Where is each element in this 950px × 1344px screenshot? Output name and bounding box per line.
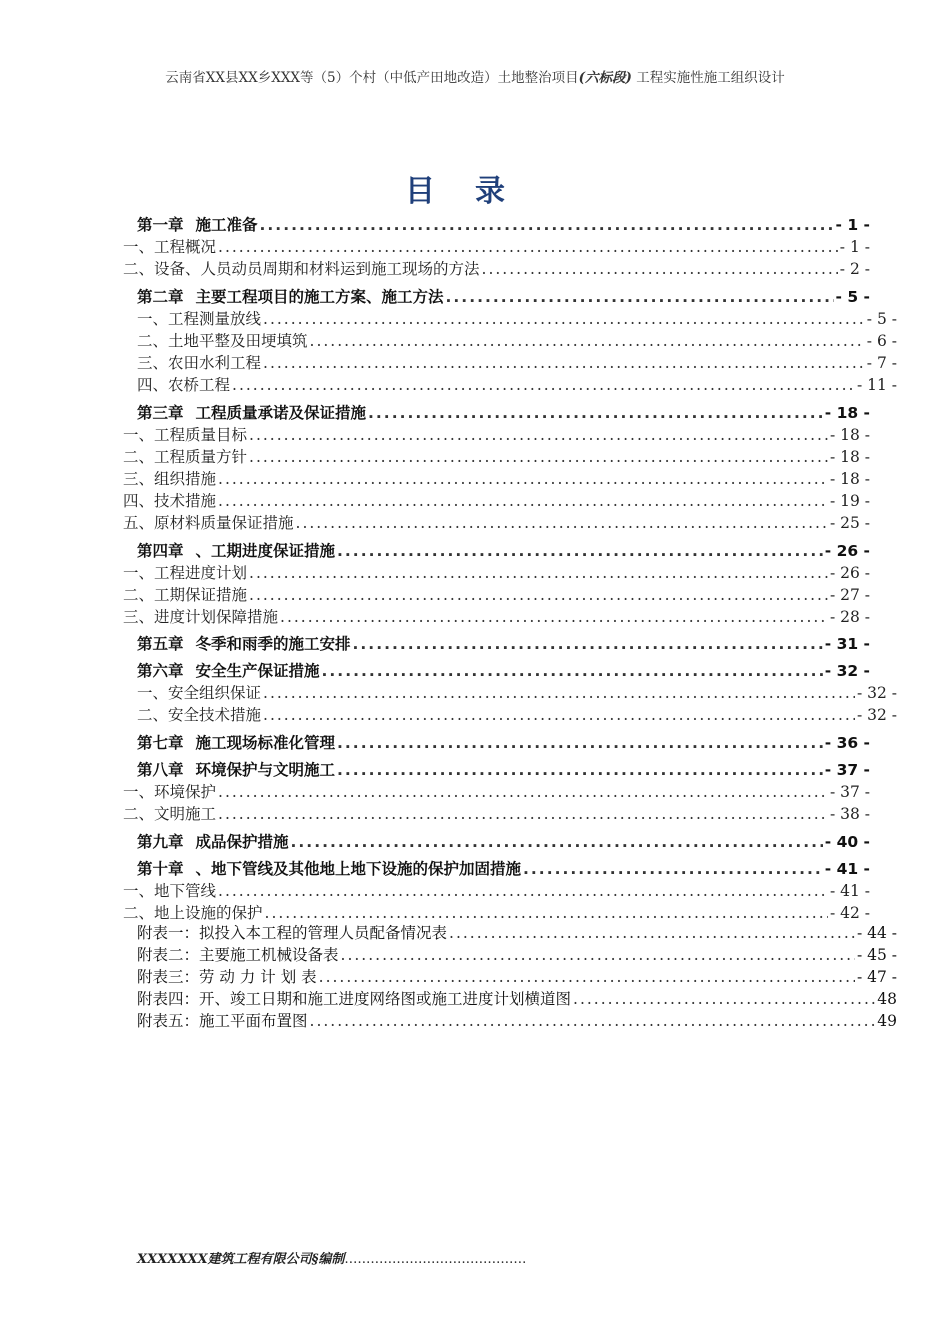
toc-section-entry[interactable]: [137, 352, 897, 374]
toc-leader-dots: [218, 781, 828, 803]
toc-chapter-entry[interactable]: [137, 660, 870, 682]
toc-page-number: - 1 -: [839, 238, 870, 256]
toc-leader-dots: [573, 988, 875, 1010]
toc-entry-title: 农田水利工程: [168, 354, 262, 372]
toc-entry-number: 一、: [123, 564, 155, 582]
toc-leader-dots: [232, 374, 855, 396]
toc-leader-dots: [280, 606, 828, 628]
toc-leader-dots: [368, 402, 823, 424]
toc-entry-number: 第一章: [137, 216, 184, 234]
header-text-suffix: 工程实施性施工组织设计: [631, 70, 785, 86]
page-footer: [137, 1248, 526, 1267]
toc-leader-dots: [353, 633, 823, 655]
toc-entry-title: 文明施工: [154, 805, 217, 823]
toc-leader-dots: [523, 858, 823, 880]
toc-entry-number: 第七章: [137, 734, 184, 752]
toc-entry-number: 三、: [137, 354, 169, 372]
toc-entry-number: 第二章: [137, 288, 184, 306]
toc-entry-number: 二、: [123, 448, 155, 466]
toc-leader-dots: [263, 352, 865, 374]
toc-entry-title: 技术措施: [154, 492, 217, 510]
toc-entry-number: 三、: [123, 470, 155, 488]
toc-page-number: - 45 -: [856, 946, 897, 964]
toc-entry-title: 农桥工程: [168, 376, 231, 394]
toc-section-entry[interactable]: [137, 330, 897, 352]
toc-section-entry[interactable]: [123, 446, 870, 468]
toc-entry-number: 一、: [137, 684, 169, 702]
toc-section-entry[interactable]: [123, 424, 870, 446]
toc-page-number: - 7 -: [866, 354, 897, 372]
toc-entry-title: 地下管线: [154, 882, 217, 900]
toc-leader-dots: [265, 902, 828, 924]
toc-leader-dots: [310, 330, 865, 352]
toc-page-number: - 2 -: [839, 260, 870, 278]
toc-leader-dots: [218, 468, 828, 490]
toc-leader-dots: [249, 424, 828, 446]
toc-section-entry[interactable]: [123, 880, 870, 902]
toc-chapter-entry[interactable]: [137, 286, 870, 308]
toc-page-number: - 18 -: [824, 404, 870, 422]
toc-entry-number: 第五章: [137, 635, 184, 653]
header-text: 云南省XX县XX乡XXX等（5）个村（中低产田地改造）土地整治项目: [165, 70, 579, 86]
toc-page-number: - 42 -: [829, 904, 870, 922]
toc-page-number: 48: [877, 990, 897, 1008]
toc-appendix-entry[interactable]: [137, 988, 897, 1010]
toc-page-number: - 41 -: [829, 882, 870, 900]
toc-entry-title: 附表一：拟投入本工程的管理人员配备情况表: [137, 924, 448, 942]
toc-section-entry[interactable]: [137, 682, 897, 704]
toc-entry-number: 四、: [137, 376, 169, 394]
toc-page-number: - 32 -: [824, 662, 870, 680]
toc-entry-title: 进度计划保障措施: [154, 608, 279, 626]
toc-chapter-entry[interactable]: [137, 732, 870, 754]
toc-appendix-entry[interactable]: [137, 922, 897, 944]
footer-company: XXXXXXX建筑工程有限公司§编制: [137, 1252, 345, 1267]
toc-leader-dots: [218, 880, 828, 902]
toc-entry-title: 、工期进度保证措施: [195, 542, 336, 560]
toc-entry-title: 附表二：主要施工机械设备表: [137, 946, 339, 964]
toc-appendix-entry[interactable]: [137, 1010, 897, 1032]
toc-section-entry[interactable]: [123, 584, 870, 606]
toc-chapter-entry[interactable]: [137, 858, 870, 880]
toc-section-entry[interactable]: [123, 236, 870, 258]
toc-entry-number: 一、: [123, 238, 155, 256]
toc-entry-title: 冬季和雨季的施工安排: [195, 635, 351, 653]
toc-leader-dots: [263, 308, 865, 330]
toc-section-entry[interactable]: [123, 258, 870, 280]
toc-entry-number: 一、: [123, 882, 155, 900]
toc-entry-title: 工程质量方针: [154, 448, 248, 466]
toc-page-number: - 27 -: [829, 586, 870, 604]
toc-leader-dots: [337, 732, 823, 754]
toc-page-number: - 37 -: [824, 761, 870, 779]
toc-entry-title: 施工现场标准化管理: [195, 734, 336, 752]
toc-page-number: - 28 -: [829, 608, 870, 626]
toc-leader-dots: [249, 562, 828, 584]
toc-page-number: - 31 -: [824, 635, 870, 653]
toc-section-entry[interactable]: [123, 468, 870, 490]
toc-title: 目录: [405, 174, 545, 209]
toc-page-number: - 5 -: [866, 310, 897, 328]
toc-entry-number: 第九章: [137, 833, 184, 851]
toc-page-number: - 40 -: [824, 833, 870, 851]
toc-entry-title: 环境保护: [154, 783, 217, 801]
toc-section-entry[interactable]: [123, 606, 870, 628]
toc-page-number: - 18 -: [829, 426, 870, 444]
toc-entry-number: 第十章: [137, 860, 184, 878]
toc-entry-title: 工程进度计划: [154, 564, 248, 582]
toc-section-entry[interactable]: [137, 308, 897, 330]
toc-leader-dots: [449, 922, 855, 944]
toc-entry-title: 安全技术措施: [168, 706, 262, 724]
toc-entry-title: 施工准备: [195, 216, 258, 234]
toc-section-entry[interactable]: [123, 902, 870, 924]
toc-entry-number: 二、: [123, 805, 155, 823]
toc-leader-dots: [322, 660, 823, 682]
toc-leader-dots: [337, 759, 823, 781]
toc-entry-title: 工程测量放线: [168, 310, 262, 328]
toc-section-entry[interactable]: [123, 512, 870, 534]
toc-entry-number: 二、: [137, 332, 169, 350]
toc-entry-number: 四、: [123, 492, 155, 510]
toc-entry-title: 工程质量目标: [154, 426, 248, 444]
toc-entry-title: 土地平整及田埂填筑: [168, 332, 308, 350]
toc-entry-title: 主要工程项目的施工方案、施工方法: [195, 288, 444, 306]
toc-leader-dots: [263, 682, 855, 704]
toc-entry-title: 工期保证措施: [154, 586, 248, 604]
toc-leader-dots: [319, 966, 855, 988]
toc-leader-dots: [263, 704, 855, 726]
toc-section-entry[interactable]: [137, 704, 897, 726]
toc-entry-number: 第三章: [137, 404, 184, 422]
toc-page-number: - 47 -: [856, 968, 897, 986]
toc-entry-title: 安全生产保证措施: [195, 662, 320, 680]
toc-leader-dots: [249, 584, 828, 606]
toc-page-number: - 19 -: [829, 492, 870, 510]
toc-page-number: - 32 -: [856, 684, 897, 702]
toc-entry-title: 组织措施: [154, 470, 217, 488]
toc-leader-dots: [291, 831, 823, 853]
toc-section-entry[interactable]: [123, 803, 870, 825]
toc-leader-dots: [218, 803, 828, 825]
toc-page-number: - 44 -: [856, 924, 897, 942]
toc-leader-dots: [249, 446, 828, 468]
toc-leader-dots: [341, 944, 855, 966]
toc-page-number: - 5 -: [835, 288, 870, 306]
toc-page-number: - 11 -: [856, 376, 897, 394]
toc-entry-number: 二、: [137, 706, 169, 724]
toc-leader-dots: [260, 214, 834, 236]
toc-chapter-entry[interactable]: [137, 759, 870, 781]
toc-page-number: - 41 -: [824, 860, 870, 878]
toc-entry-title: 设备、人员动员周期和材料运到施工现场的方法: [154, 260, 480, 278]
toc-section-entry[interactable]: [123, 562, 870, 584]
toc-entry-number: 一、: [123, 783, 155, 801]
header-section-label: (六标段): [578, 70, 632, 86]
toc-entry-number: 二、: [123, 904, 155, 922]
toc-page-number: - 26 -: [824, 542, 870, 560]
toc-entry-title: 地上设施的保护: [154, 904, 263, 922]
toc-appendix-entry[interactable]: [137, 944, 897, 966]
toc-page-number: - 36 -: [824, 734, 870, 752]
toc-chapter-entry[interactable]: [137, 402, 870, 424]
toc-entry-title: 工程概况: [154, 238, 217, 256]
toc-page-number: - 1 -: [835, 216, 870, 234]
toc-section-entry[interactable]: [123, 781, 870, 803]
toc-entry-title: 安全组织保证: [168, 684, 262, 702]
toc-entry-title: 原材料质量保证措施: [154, 514, 294, 532]
toc-page-number: - 37 -: [829, 783, 870, 801]
toc-entry-number: 二、: [123, 260, 155, 278]
toc-leader-dots: [218, 236, 838, 258]
toc-entry-title: 工程质量承诺及保证措施: [195, 404, 367, 422]
toc-section-entry[interactable]: [123, 490, 870, 512]
toc-page-number: - 26 -: [829, 564, 870, 582]
toc-leader-dots: [446, 286, 834, 308]
toc-chapter-entry[interactable]: [137, 831, 870, 853]
toc-entry-title: 、地下管线及其他地上地下设施的保护加固措施: [195, 860, 522, 878]
toc-page-number: - 18 -: [829, 470, 870, 488]
toc-entry-number: 三、: [123, 608, 155, 626]
toc-entry-number: 五、: [123, 514, 155, 532]
toc-entry-title: 附表四：开、竣工日期和施工进度网络图或施工进度计划横道图: [137, 990, 572, 1008]
toc-entry-title: 环境保护与文明施工: [195, 761, 336, 779]
toc-entry-number: 第四章: [137, 542, 184, 560]
toc-leader-dots: [218, 490, 828, 512]
toc-page-number: - 25 -: [829, 514, 870, 532]
toc-entry-title: 成品保护措施: [195, 833, 289, 851]
toc-chapter-entry[interactable]: [137, 214, 870, 236]
toc-leader-dots: [337, 540, 823, 562]
toc-page-number: - 38 -: [829, 805, 870, 823]
toc-page-number: - 32 -: [856, 706, 897, 724]
toc-entry-number: 一、: [123, 426, 155, 444]
toc-entry-number: 二、: [123, 586, 155, 604]
toc-chapter-entry[interactable]: [137, 633, 870, 655]
toc-page-number: - 6 -: [866, 332, 897, 350]
toc-page-number: 49: [877, 1012, 897, 1030]
toc-entry-title: 附表五：施工平面布置图: [137, 1012, 308, 1030]
toc-appendix-entry[interactable]: [137, 966, 897, 988]
footer-dots: ……………………………………: [344, 1252, 527, 1267]
toc-page-number: - 18 -: [829, 448, 870, 466]
toc-leader-dots: [310, 1010, 876, 1032]
toc-leader-dots: [482, 258, 838, 280]
toc-section-entry[interactable]: [137, 374, 897, 396]
toc-entry-number: 第八章: [137, 761, 184, 779]
toc-entry-title: 附表三：劳 动 力 计 划 表: [137, 968, 317, 986]
toc-entry-number: 第六章: [137, 662, 184, 680]
toc-leader-dots: [296, 512, 828, 534]
toc-chapter-entry[interactable]: [137, 540, 870, 562]
toc-entry-number: 一、: [137, 310, 169, 328]
